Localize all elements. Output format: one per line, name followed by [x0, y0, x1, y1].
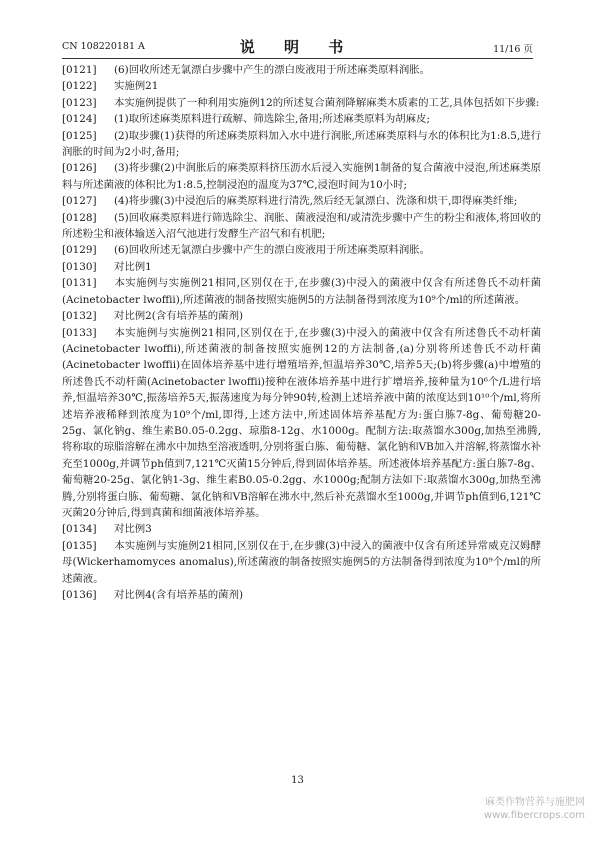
paragraph-number: [0123]	[62, 96, 97, 109]
paragraph-number: [0129]	[62, 244, 97, 257]
paragraph-text: 对比例4(含有培养基的菌剂)	[114, 589, 244, 601]
paragraph	[62, 95, 541, 111]
paragraph-number: [0133]	[62, 326, 97, 339]
paragraph	[62, 193, 541, 209]
paragraph	[62, 325, 541, 522]
paragraph-text: (1)取所述麻类原料进行疏解、筛选除尘,备用;所述麻类原料为胡麻皮;	[114, 113, 430, 126]
watermark-text: 麻类作物营养与施肥网	[485, 797, 585, 808]
paragraph	[62, 128, 541, 161]
paragraph	[62, 308, 541, 324]
paragraph	[62, 160, 541, 193]
paragraph-text: (2)取步骤(1)获得的所述麻类原料加入水中进行润胀,所述麻类原料与水的体积比为1:8.5,进行润胀的时间为2小时,备用;	[62, 129, 541, 159]
page-number: 13	[291, 775, 304, 786]
paragraph-text: (5)回收麻类原料进行筛选除尘、润胀、菌液浸泡和/或清洗步骤中产生的粉尘和液体,将回收的所述粉尘和液体输送入沼气池进行发酵生产沼气和有机肥;	[62, 211, 541, 241]
paragraph-text: 实施例21	[114, 80, 159, 93]
watermark-url: www.fibercrops.com	[483, 810, 585, 821]
paragraph	[62, 275, 541, 308]
paragraph-text: (6)回收所述无氯漂白步骤中产生的漂白废液用于所述麻类原料润胀。	[114, 64, 431, 76]
paragraph-text: 对比例3	[114, 523, 152, 536]
paragraph-number: [0127]	[62, 195, 97, 208]
paragraph-number: [0136]	[62, 589, 97, 601]
site-watermark	[484, 796, 585, 822]
paragraph-number: [0135]	[62, 539, 97, 552]
paragraph-text: 本实施例提供了一种利用实施例12的所述复合菌剂降解麻类木质素的工艺,具体包括如下步骤:	[114, 96, 540, 109]
paragraph-number: [0132]	[62, 310, 97, 323]
paragraph-number: [0126]	[62, 162, 97, 175]
paragraph-text: (3)将步骤(2)中润胀后的麻类原料挤压沥水后浸入实施例1制备的复合菌液中浸泡,所述麻类原料与所述菌液的体积比为1:8.5,控制浸泡的温度为37℃,浸泡时间为10小时;	[62, 162, 541, 191]
paragraph	[62, 587, 541, 603]
paragraph-number: [0131]	[62, 277, 97, 290]
paragraph	[62, 521, 541, 537]
paragraph	[62, 259, 541, 275]
paragraph	[62, 78, 541, 94]
paragraph-text: 本实施例与实施例21相同,区别仅在于,在步骤(3)中浸入的菌液中仅含有所述鲁氏不动杆菌(Acinetobacter lwoffii),所述菌液的制备按照实施例5的方法制备得到浓度为10⁹个/ml的所述菌液。	[62, 277, 541, 306]
paragraph	[62, 538, 541, 587]
page-indicator: 11/16 页	[493, 44, 533, 55]
paragraph-text: 本实施例与实施例21相同,区别仅在于,在步骤(3)中浸入的菌液中仅含有所述鲁氏不动杆菌(Acinetobacter lwoffii),所述菌液的制备按照实施例12的方法制备,(a)分别将所述鲁氏不动杆菌(Acinetobacter lwoffii)在固体培养基中进行增殖培养,恒温培养30℃,培养5天;(b)将步骤(a)中增殖的所述鲁氏不动杆菌(Acinetobacter lwoffii)接种在液体培养基中进行扩增培养,接种量为10⁶个/L进行培养,恒温培养30℃,振荡培养5天,振荡速度为每分钟90转,检测上述培养液中菌的浓度达到10¹⁰个/ml,将所述培养液稀释到浓度为10⁹个/ml,即得,上述方法中,所述固体培养基配方为:蛋白胨7-8g、葡萄糖20-25g、氯化钠g、维生素B0.05-0.2gg、琼脂8-12g、水1000g。配制方法:取蒸馏水300g,加热至沸腾,将称取的琼脂溶解在沸水中加热至溶液透明,分别将蛋白胨、葡萄糖、氯化钠和VB加入并溶解,将蒸馏水补充至1000g,并调节ph值到7,121℃灭菌15分钟后,得到固体培养基。所述液体培养基配方:蛋白胨7-8g、葡萄糖20-25g、氯化钠1-3g、维生素B0.05-0.2gg、水1000g;配制方法如下:取蒸馏水300g,加热至沸腾,分别将蛋白胨、葡萄糖、氯化钠和VB溶解在沸水中,然后补充蒸馏水至1000g,并调节ph值到6,121℃灭菌20分钟后,得到真菌和细菌液体培养基。	[62, 326, 541, 519]
paragraph	[62, 242, 541, 258]
paragraph-text: 本实施例与实施例21相同,区别仅在于,在步骤(3)中浸入的菌液中仅含有所述异常威克汉姆酵母(Wickerhamomyces anomalus),所述菌液的制备按照实施例5的方法制备得到浓度为10⁹个/ml的所述菌液。	[62, 539, 541, 585]
paragraph-text: (4)将步骤(3)中浸泡后的麻类原料进行清洗,然后经无氯漂白、洗涤和烘干,即得麻类纤维;	[114, 195, 518, 208]
document-body	[62, 62, 541, 603]
paragraph-text: 对比例1	[114, 260, 152, 273]
paragraph-number: [0124]	[62, 113, 97, 126]
paragraph	[62, 62, 541, 78]
paragraph-number: [0130]	[62, 260, 97, 273]
paragraph-number: [0125]	[62, 129, 97, 142]
document-title: 说 明 书	[239, 38, 356, 56]
paragraph-number: [0134]	[62, 523, 97, 536]
paragraph	[62, 111, 541, 127]
paragraph-number: [0128]	[62, 211, 97, 224]
paragraph-number: [0121]	[62, 64, 97, 76]
page-header	[62, 36, 533, 59]
paragraph-number: [0122]	[62, 80, 97, 93]
patent-number: CN 108220181 A	[62, 41, 145, 52]
paragraph-text: 对比例2(含有培养基的菌剂)	[114, 310, 244, 323]
paragraph-text: (6)回收所述无氯漂白步骤中产生的漂白废液用于所述麻类原料润胀。	[114, 244, 431, 257]
paragraph	[62, 210, 541, 243]
